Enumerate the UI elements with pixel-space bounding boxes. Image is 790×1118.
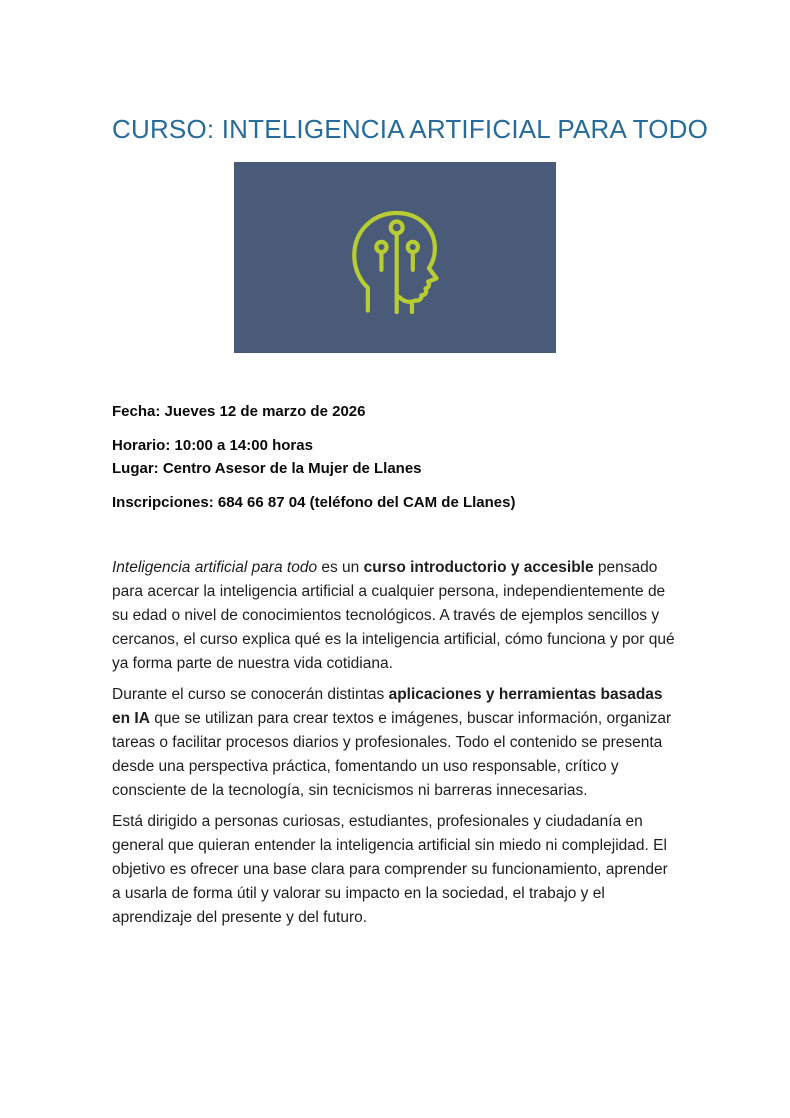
text-run: aplicaciones y herramientas basadas en IA [112, 686, 663, 727]
paragraph-intro [112, 556, 678, 676]
text-run: curso introductorio y accesible [363, 559, 594, 576]
text-run: Está dirigido a personas curiosas, estudiantes, profesionales y ciudadanía en general que quieran entender la inteligencia artificial sin miedo ni complejidad. El objetivo es ofrecer una base clara para comprender su funcionamiento, aprender a usarla de forma útil y valorar su impacto en la sociedad, el trabajo y el aprendizaje del presente y del futuro. [112, 813, 668, 926]
paragraph-tools [112, 683, 678, 803]
ai-head-circuit-icon [344, 202, 446, 314]
text-run: es un [317, 559, 364, 576]
event-date: Fecha: Jueves 12 de marzo de 2026 [112, 403, 366, 420]
hero-image [234, 162, 556, 353]
text-run: Inteligencia artificial para todo [112, 559, 318, 576]
event-registration: Inscripciones: 684 66 87 04 (teléfono del CAM de Llanes) [112, 494, 516, 511]
event-details [112, 400, 678, 514]
paragraph-audience [112, 810, 678, 930]
event-schedule-location [112, 434, 678, 480]
text-run: que se utilizan para crear textos e imágenes, buscar información, organizar tareas o facilitar procesos diarios y profesionales. Todo el contenido se presenta desde una perspectiva práctica, fomentando un uso responsable, crítico y consciente de la tecnología, sin tecnicismos ni barreras innecesarias. [112, 710, 672, 799]
event-location: Lugar: Centro Asesor de la Mujer de Llanes [112, 460, 422, 477]
event-time: Horario: 10:00 a 14:00 horas [112, 437, 313, 454]
text-run: pensado para acercar la inteligencia artificial a cualquier persona, independientemente de su edad o nivel de conocimientos tecnológicos. A través de ejemplos sencillos y cercanos, el curso explica qué es la inteligencia artificial, cómo funciona y por qué ya forma parte de nuestra vida cotidiana. [112, 559, 675, 672]
page-title: CURSO: INTELIGENCIA ARTIFICIAL PARA TODO [112, 114, 709, 144]
text-run: Durante el curso se conocerán distintas [112, 686, 389, 703]
course-description [112, 556, 678, 930]
